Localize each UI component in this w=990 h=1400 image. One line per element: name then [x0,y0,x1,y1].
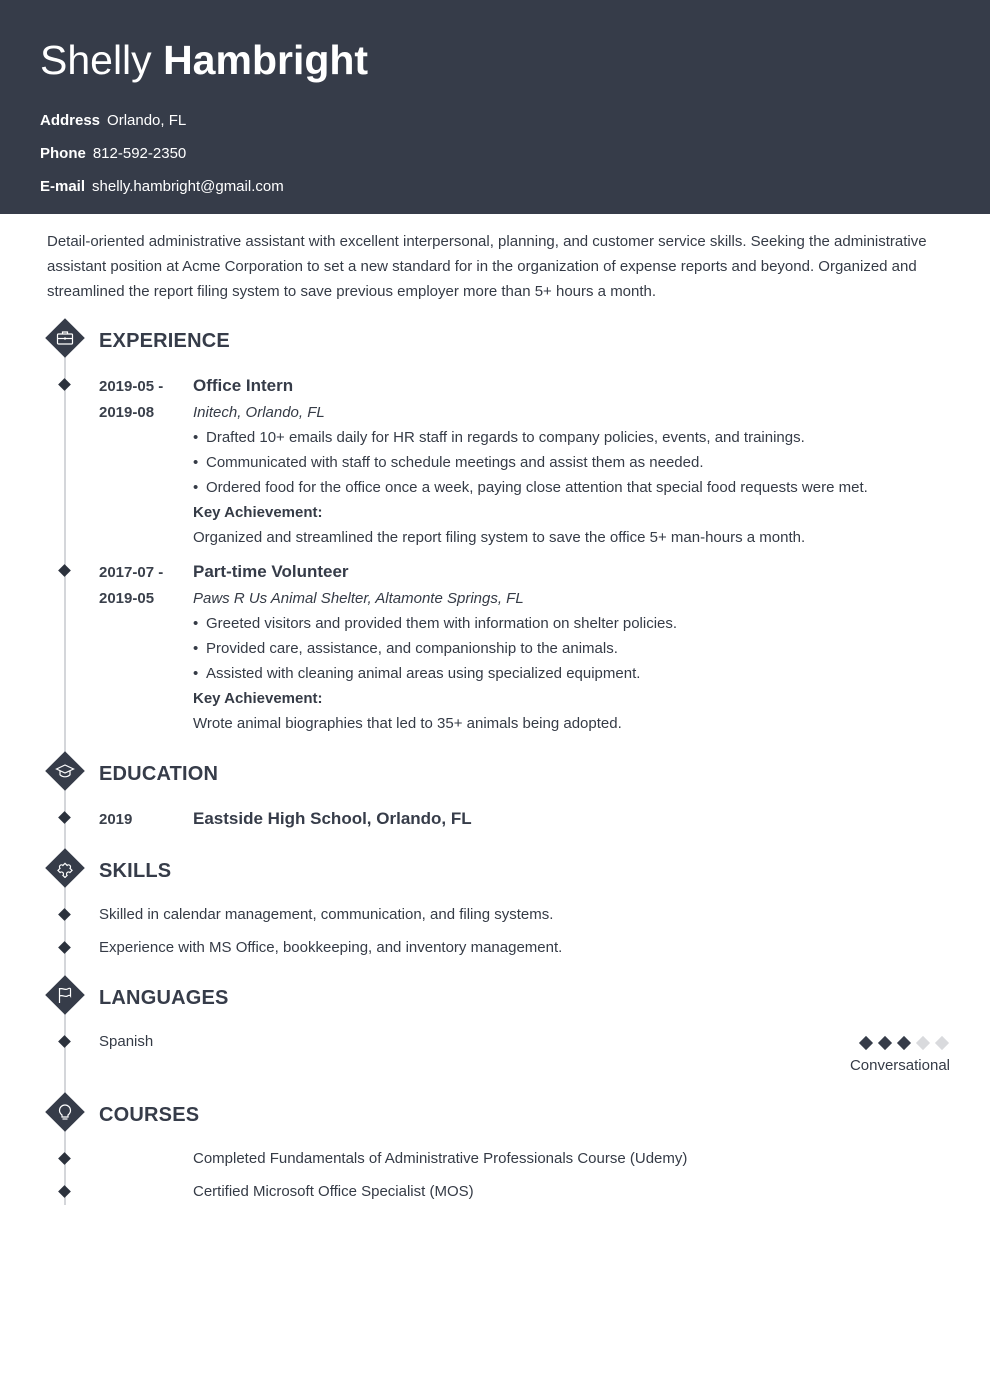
language-level: Conversational [849,1057,950,1074]
graduation-cap-icon [46,752,84,790]
first-name: Shelly [40,37,152,83]
contact-label: E-mail [40,178,86,195]
course-item: Certified Microsoft Office Specialist (MOS) [193,1183,474,1200]
job-company: Initech, Orlando, FL [193,404,325,421]
section-title-courses: COURSES [99,1104,200,1126]
skill-item: Experience with MS Office, bookkeeping, and inventory management. [99,939,563,956]
job-title: Office Intern [193,376,294,395]
language-name: Spanish [99,1033,154,1050]
section-title-languages: LANGUAGES [99,987,229,1009]
job-bullet: • Greeted visitors and provided them with information on shelter policies. [193,615,678,632]
job-bullet: • Assisted with cleaning animal areas using specialized equipment. [193,665,641,682]
summary: Detail-oriented administrative assistant with excellent interpersonal, planning, and customer service skills. Seeking the administrative assistant position at Acme Corporation to set a new standard for in the organization of expense reports and beyond. Organized and streamlined the report filing system to save previous employer more than 5+ hours a month. [47,233,927,300]
contact-value: 812-592-2350 [92,145,187,162]
contact-phone [40,144,186,164]
resume-header [0,0,990,214]
education-year: 2019 [99,811,133,828]
timeline-marker [58,811,71,824]
job-bullet: • Communicated with staff to schedule meetings and assist them as needed. [193,454,704,471]
contact-value: Orlando, FL [107,112,187,129]
key-achievement-label: Key Achievement: [193,504,323,521]
language-rating [857,1034,953,1052]
timeline-marker [58,564,71,577]
last-name: Hambright [163,37,369,83]
briefcase-icon [46,319,84,357]
job-company: Paws R Us Animal Shelter, Altamonte Springs, FL [193,590,524,607]
job-title: Part-time Volunteer [193,562,349,581]
education-school: Eastside High School, Orlando, FL [193,809,472,828]
job-bullet: • Provided care, assistance, and companionship to the animals. [193,640,618,657]
job-bullet: • Ordered food for the office once a week, paying close attention that special food requests were met. [193,479,868,496]
contact-address [40,111,186,131]
rating-diamond-empty [916,1036,930,1050]
job-date-start: 2017-07 - [99,564,164,581]
timeline-marker [58,1185,71,1198]
section-title-education: EDUCATION [99,763,219,785]
puzzle-icon [46,849,84,887]
job-date-end: 2019-05 [99,590,155,607]
flag-icon [46,976,84,1014]
skill-item: Skilled in calendar management, communication, and filing systems. [99,906,554,923]
job-date-end: 2019-08 [99,404,155,421]
contact-email [40,177,284,197]
timeline-marker [58,908,71,921]
course-item: Completed Fundamentals of Administrative Professionals Course (Udemy) [193,1150,688,1167]
timeline-marker [58,1152,71,1165]
timeline-marker [58,378,71,391]
rating-diamond-filled [859,1036,873,1050]
candidate-name [40,36,368,84]
lightbulb-icon [46,1093,84,1131]
rating-diamond-empty [935,1036,949,1050]
rating-diamond-filled [897,1036,911,1050]
contact-label: Phone [40,145,86,162]
section-title-experience: EXPERIENCE [99,330,230,352]
contact-label: Address [40,112,101,129]
key-achievement-text: Wrote animal biographies that led to 35+ animals being adopted. [193,715,622,732]
job-date-start: 2019-05 - [99,378,164,395]
timeline-marker [58,1035,71,1048]
contact-value[interactable]: shelly.hambright@gmail.com [92,178,284,195]
section-title-skills: SKILLS [99,860,172,882]
key-achievement-text: Organized and streamlined the report filing system to save the office 5+ man-hours a month. [193,529,806,546]
job-bullet: • Drafted 10+ emails daily for HR staff in regards to company policies, events, and trainings. [193,429,805,446]
rating-diamond-filled [878,1036,892,1050]
key-achievement-label: Key Achievement: [193,690,323,707]
timeline-marker [58,941,71,954]
